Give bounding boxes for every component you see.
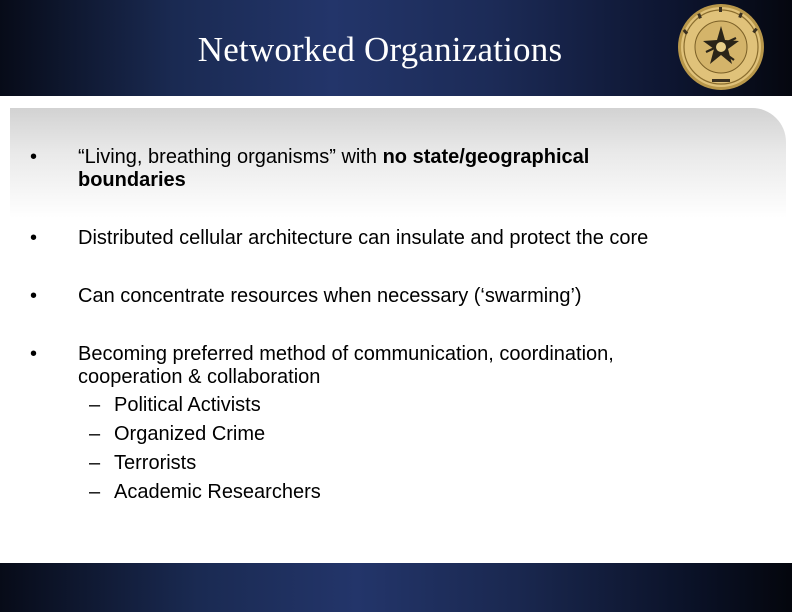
bullet-text-line: Becoming preferred method of communication, coordination, [78,343,614,365]
bullet-text-line: cooperation & collaboration [78,366,321,388]
sub-item-dash: – [89,481,101,503]
bullet-text-bold-continued: boundaries [78,169,186,191]
title-bar [0,0,792,96]
sub-item-text: Political Activists [114,394,261,416]
bullet-text [78,146,589,192]
sub-item-dash: – [89,394,101,416]
bullet-text [78,343,614,389]
sub-item-text: Academic Researchers [114,481,321,503]
bullet-dot: • [30,146,38,168]
bullet-dot: • [30,343,38,365]
slide-title: Networked Organizations [197,30,563,69]
bullet-text-plain: “Living, breathing organisms” with [78,146,383,168]
sub-item-text: Terrorists [114,452,197,474]
footer-bar [0,563,792,612]
content-panel [10,108,786,556]
bullet-text: Can concentrate resources when necessary (‘swarming’) [78,285,582,307]
bullet-text-bold: no state/geographical [382,146,590,168]
bullet-dot: • [30,285,38,307]
bullet-dot: • [30,227,38,249]
sub-item-text: Organized Crime [114,423,266,445]
insignia-seal-icon [676,2,766,92]
sub-item-dash: – [89,452,101,474]
sub-item-dash: – [89,423,101,445]
bullet-text: Distributed cellular architecture can insulate and protect the core [78,227,649,249]
